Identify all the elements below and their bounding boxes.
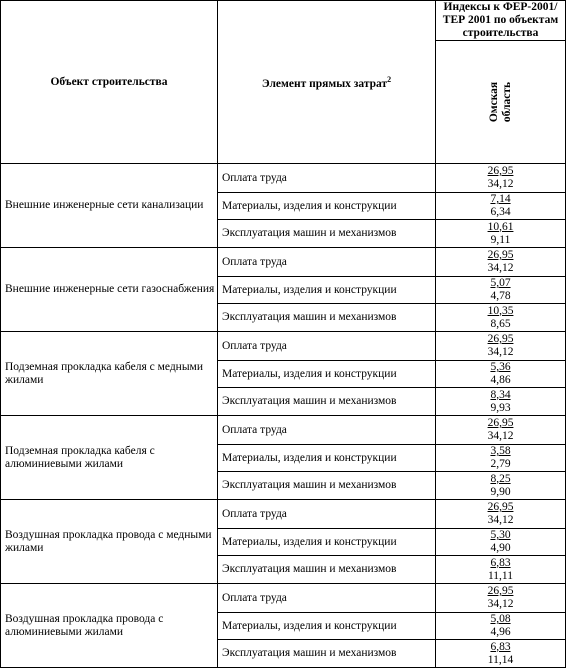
index-value-fer: 5,07: [490, 277, 511, 289]
index-value-ter: 9,11: [490, 233, 511, 246]
index-value-cell: [436, 164, 566, 193]
index-value-fer: 6,83: [490, 556, 511, 569]
index-value-ter: 34,12: [487, 598, 514, 610]
cost-element: Оплата труда: [218, 500, 436, 529]
index-value-ter: 34,12: [487, 430, 514, 442]
element-column-label: Элемент прямых затрат: [261, 77, 388, 90]
index-value-ter: 4,90: [490, 542, 511, 554]
index-value-fer: 26,95: [487, 417, 514, 429]
index-value-ter: 9,93: [490, 401, 511, 414]
object-column-header: Объект строительства: [1, 1, 218, 164]
index-value-fer: 26,95: [487, 501, 514, 513]
index-value-cell: [436, 445, 566, 472]
index-value-ter: 34,12: [487, 514, 514, 526]
element-column-header: [218, 1, 436, 164]
table-row: [1, 164, 566, 193]
index-value-fer: 8,34: [490, 388, 511, 401]
cost-element: Эксплуатация машин и механизмов: [218, 640, 436, 668]
index-value-ter: 11,11: [487, 569, 514, 582]
index-value-fer: 26,95: [487, 249, 514, 261]
index-value-ter: 34,12: [487, 178, 514, 190]
index-value-fer: 7,14: [490, 193, 511, 205]
index-value-fer: 5,30: [490, 529, 511, 541]
object-name: Подземная прокладка кабеля с алюминиевыми жилами: [1, 416, 218, 500]
index-value-fer: 5,08: [490, 613, 511, 625]
index-value-ter: 34,12: [487, 262, 514, 274]
index-value-ter: 11,14: [487, 653, 514, 666]
object-name: Воздушная прокладка провода с медными жилами: [1, 500, 218, 584]
index-value-fer: 6,83: [490, 640, 511, 653]
index-value-cell: [436, 304, 566, 332]
index-value-cell: [436, 416, 566, 445]
cost-element: Эксплуатация машин и механизмов: [218, 472, 436, 500]
object-name: Внешние инженерные сети газоснабжения: [1, 248, 218, 332]
index-value-cell: [436, 640, 566, 668]
table-row: [1, 584, 566, 613]
cost-element: Материалы, изделия и конструкции: [218, 529, 436, 556]
index-value-ter: 2,79: [490, 458, 511, 470]
index-value-cell: [436, 193, 566, 220]
index-value-cell: [436, 529, 566, 556]
cost-element: Материалы, изделия и конструкции: [218, 613, 436, 640]
object-name: Воздушная прокладка провода с алюминиевыми жилами: [1, 584, 218, 668]
index-value-ter: 8,65: [490, 317, 511, 330]
index-value-cell: [436, 361, 566, 388]
index-value-cell: [436, 584, 566, 613]
cost-element: Оплата труда: [218, 164, 436, 193]
index-value-fer: 8,25: [490, 472, 511, 485]
cost-element: Материалы, изделия и конструкции: [218, 277, 436, 304]
index-value-ter: 4,78: [490, 290, 511, 302]
index-value-ter: 9,90: [490, 485, 511, 498]
cost-element: Материалы, изделия и конструкции: [218, 361, 436, 388]
cost-element: Оплата труда: [218, 332, 436, 361]
cost-element: Эксплуатация машин и механизмов: [218, 388, 436, 416]
cost-element: Эксплуатация машин и механизмов: [218, 304, 436, 332]
object-name: Подземная прокладка кабеля с медными жилами: [1, 332, 218, 416]
cost-element: Оплата труда: [218, 416, 436, 445]
index-value-fer: 5,36: [490, 361, 511, 373]
index-value-cell: [436, 248, 566, 277]
index-value-cell: [436, 613, 566, 640]
region-header: [436, 41, 566, 164]
table-row: [1, 500, 566, 529]
index-value-fer: 10,61: [487, 220, 514, 233]
index-value-cell: [436, 472, 566, 500]
table-row: [1, 248, 566, 277]
cost-element: Эксплуатация машин и механизмов: [218, 220, 436, 248]
cost-element: Материалы, изделия и конструкции: [218, 445, 436, 472]
index-value-cell: [436, 277, 566, 304]
object-name: Внешние инженерные сети канализации: [1, 164, 218, 248]
index-value-ter: 4,86: [490, 374, 511, 386]
cost-element: Эксплуатация машин и механизмов: [218, 556, 436, 584]
indices-header: Индексы к ФЕР-2001/ТЕР 2001 по объектам строительства: [436, 1, 566, 41]
table-row: [1, 416, 566, 445]
cost-element: Оплата труда: [218, 248, 436, 277]
footnote-mark: 2: [387, 75, 392, 85]
index-value-ter: 4,96: [490, 626, 511, 638]
index-value-fer: 26,95: [487, 585, 514, 597]
index-value-cell: [436, 388, 566, 416]
index-value-cell: [436, 556, 566, 584]
cost-element: Материалы, изделия и конструкции: [218, 193, 436, 220]
index-value-cell: [436, 332, 566, 361]
cost-element: Оплата труда: [218, 584, 436, 613]
index-value-fer: 10,35: [487, 304, 514, 317]
index-value-fer: 3,58: [490, 445, 511, 457]
index-value-cell: [436, 500, 566, 529]
table-row: [1, 332, 566, 361]
index-value-cell: [436, 220, 566, 248]
index-value-fer: 26,95: [487, 333, 514, 345]
index-value-ter: 6,34: [490, 206, 511, 218]
index-value-ter: 34,12: [487, 346, 514, 358]
region-label: Омская область: [487, 81, 513, 123]
index-value-fer: 26,95: [487, 165, 514, 177]
